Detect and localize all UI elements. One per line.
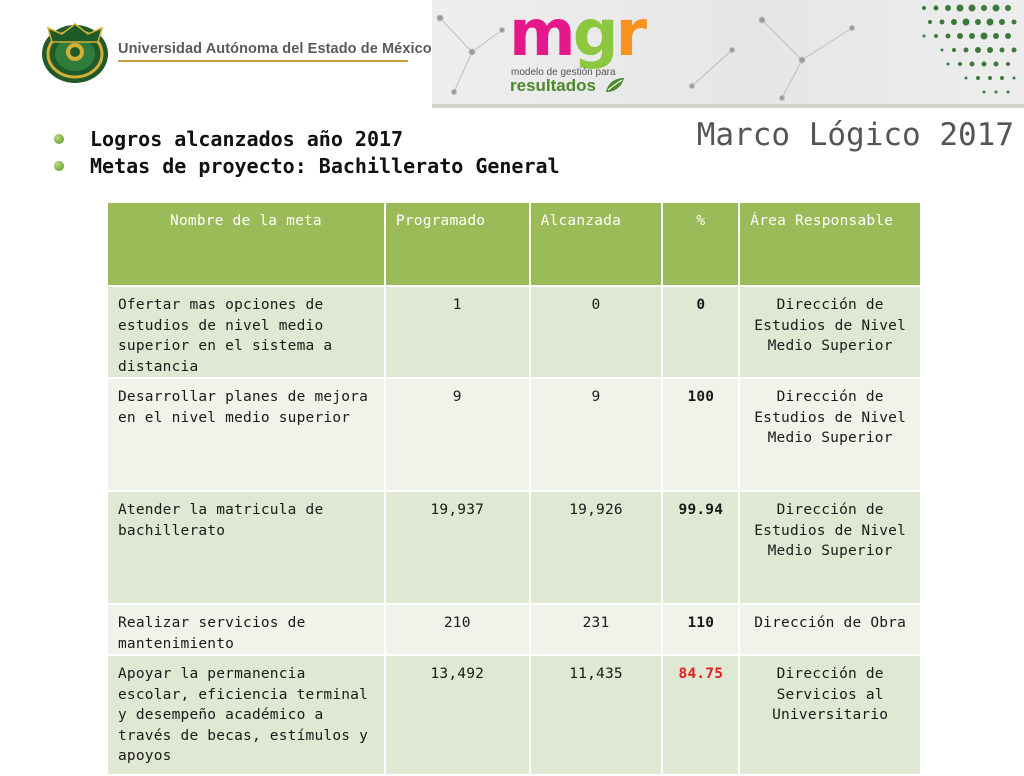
cell-area: Dirección de Estudios de Nivel Medio Superior: [739, 491, 921, 604]
header: [0, 0, 1024, 108]
cell-porcentaje: 84.75: [662, 655, 739, 775]
banner-bottom-rule: [432, 104, 1024, 108]
mgr-subtitle: modelo de gestión para: [511, 67, 616, 78]
cell-alcanzada: 19,926: [530, 491, 663, 604]
table-row: [107, 286, 921, 378]
header-area-responsable: Área Responsable: [739, 202, 921, 286]
cell-meta: Atender la matricula de bachillerato: [107, 491, 385, 604]
table-row: [107, 491, 921, 604]
cell-area: Dirección de Obra: [739, 604, 921, 655]
cell-programado: 13,492: [385, 655, 530, 775]
table-row: [107, 378, 921, 491]
table-row: [107, 655, 921, 775]
bullet-dot-icon: [54, 134, 64, 144]
cell-porcentaje: 100: [662, 378, 739, 491]
cell-alcanzada: 9: [530, 378, 663, 491]
mgr-results-label: resultados: [510, 76, 596, 95]
university-seal-icon: [40, 20, 110, 84]
bullet-list: [52, 126, 560, 180]
cell-meta: Realizar servicios de mantenimiento: [107, 604, 385, 655]
header-nombre-meta: Nombre de la meta: [107, 202, 385, 286]
university-name: Universidad Autónoma del Estado de México: [118, 41, 432, 57]
mgr-logo: mgr: [509, 0, 645, 71]
bullet-item: [52, 126, 560, 153]
bullet-item: [52, 153, 560, 180]
header-programado: Programado: [385, 202, 530, 286]
cell-programado: 19,937: [385, 491, 530, 604]
bullet-dot-icon: [54, 161, 64, 171]
cell-alcanzada: 0: [530, 286, 663, 378]
leaf-icon: [604, 76, 626, 94]
cell-porcentaje: 110: [662, 604, 739, 655]
cell-meta: Apoyar la permanencia escolar, eficiencia terminal y desempeño académico a través de becas, estímulos y apoyos: [107, 655, 385, 775]
goals-table: [106, 201, 922, 776]
cell-meta: Desarrollar planes de mejora en el nivel medio superior: [107, 378, 385, 491]
cell-porcentaje: 0: [662, 286, 739, 378]
cell-alcanzada: 231: [530, 604, 663, 655]
header-alcanzada: Alcanzada: [530, 202, 663, 286]
cell-porcentaje: 99.94: [662, 491, 739, 604]
cell-programado: 1: [385, 286, 530, 378]
table-row: [107, 604, 921, 655]
cell-area: Dirección de Servicios al Universitario: [739, 655, 921, 775]
cell-programado: 9: [385, 378, 530, 491]
header-porcentaje: %: [662, 202, 739, 286]
cell-area: Dirección de Estudios de Nivel Medio Superior: [739, 286, 921, 378]
cell-area: Dirección de Estudios de Nivel Medio Superior: [739, 378, 921, 491]
cell-meta: Ofertar mas opciones de estudios de nivel medio superior en el sistema a distancia: [107, 286, 385, 378]
bullet-text: Metas de proyecto: Bachillerato General: [90, 154, 560, 178]
halftone-dots-icon: [904, 0, 1024, 104]
cell-programado: 210: [385, 604, 530, 655]
slide-title: Marco Lógico 2017: [696, 117, 1014, 153]
bullet-text: Logros alcanzados año 2017: [90, 127, 404, 151]
university-name-underline: [118, 60, 408, 62]
cell-alcanzada: 11,435: [530, 655, 663, 775]
table-header-row: [107, 202, 921, 286]
